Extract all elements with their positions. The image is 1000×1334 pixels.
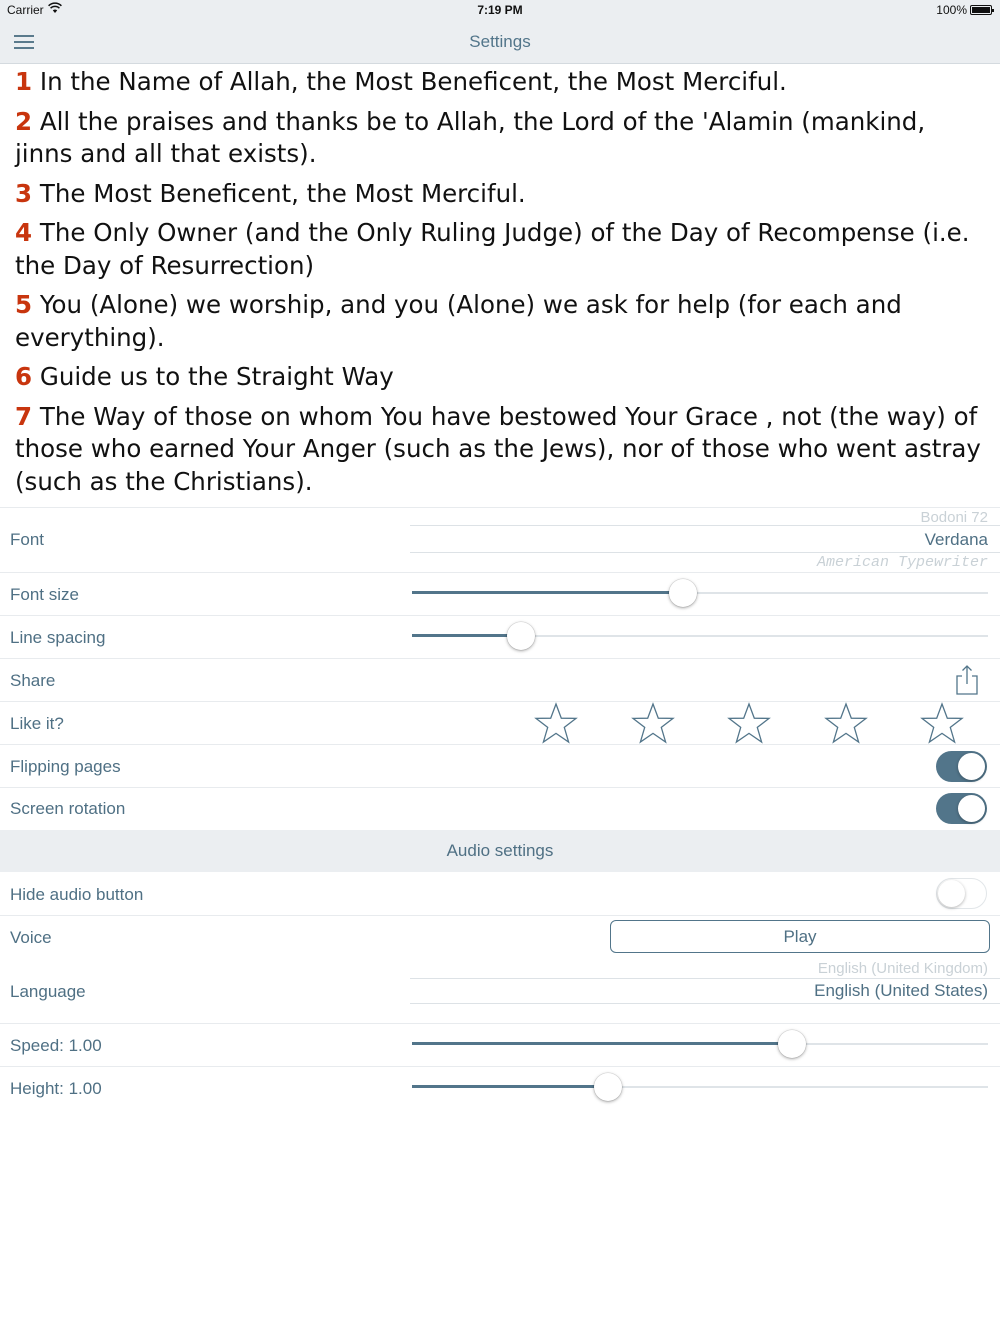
font-picker[interactable] — [410, 508, 988, 573]
screen-rotation-toggle[interactable] — [936, 793, 987, 824]
verse — [15, 217, 990, 282]
height-row — [0, 1067, 1000, 1110]
battery-icon — [970, 5, 992, 15]
verse-text: You (Alone) we worship, and you (Alone) we ask for help (for each and everything). — [15, 290, 902, 352]
audio-settings-header: Audio settings — [0, 830, 1000, 872]
verse — [15, 361, 990, 394]
font-size-row — [0, 573, 1000, 616]
share-label: Share — [10, 671, 56, 690]
slider-thumb[interactable] — [669, 579, 697, 607]
line-spacing-slider[interactable] — [412, 621, 988, 651]
font-size-slider[interactable] — [412, 578, 988, 608]
toggle-knob — [938, 880, 965, 907]
verse-text: All the praises and thanks be to Allah, the Lord of the 'Alamin (mankind, jinns and all that exists). — [15, 106, 926, 168]
verse-number: 2 — [15, 106, 33, 136]
verse — [15, 66, 990, 99]
verse-number: 1 — [15, 67, 33, 96]
slider-fill — [412, 634, 521, 637]
height-slider[interactable] — [412, 1072, 988, 1102]
line-spacing-row — [0, 616, 1000, 659]
battery-percent: 100% — [936, 3, 967, 17]
font-option[interactable]: American Typewriter — [816, 554, 988, 571]
rating-row — [0, 702, 1000, 745]
rating-label: Like it? — [10, 714, 64, 733]
font-row — [0, 507, 1000, 573]
font-option[interactable]: Bodoni 72 — [920, 509, 988, 526]
verse-text: The Way of those on whom You have bestowed Your Grace , not (the way) of those who earned Your Anger (such as the Jews), nor of those who went astray (such as the Christians). — [15, 401, 981, 496]
flipping-pages-label: Flipping pages — [10, 757, 121, 776]
flipping-pages-toggle[interactable] — [936, 751, 987, 782]
hide-audio-button-row — [0, 872, 1000, 916]
line-spacing-label: Line spacing — [10, 628, 106, 647]
language-option-selected[interactable]: English (United States) — [814, 981, 988, 1000]
page-title: Settings — [469, 32, 531, 51]
screen-rotation-row — [0, 788, 1000, 830]
language-picker[interactable] — [410, 959, 988, 1023]
share-icon[interactable] — [954, 664, 980, 696]
verse-number: 6 — [15, 362, 33, 391]
verse-text: In the Name of Allah, the Most Beneficent, the Most Merciful. — [32, 67, 787, 96]
slider-thumb[interactable] — [778, 1030, 806, 1058]
verse-preview — [15, 66, 990, 505]
slider-thumb[interactable] — [594, 1073, 622, 1101]
slider-fill — [412, 1085, 608, 1088]
flipping-pages-row — [0, 745, 1000, 788]
star-icon[interactable] — [824, 702, 868, 746]
status-bar — [0, 0, 1000, 20]
speed-slider[interactable] — [412, 1029, 988, 1059]
star-icon[interactable] — [631, 702, 675, 746]
voice-row — [0, 916, 1000, 959]
speed-row — [0, 1024, 1000, 1067]
verse-number: 3 — [15, 178, 33, 208]
toggle-knob — [958, 753, 985, 780]
verse-number: 4 — [15, 218, 33, 247]
speed-label: Speed: 1.00 — [10, 1036, 102, 1055]
verse — [15, 106, 990, 171]
verse — [15, 178, 990, 211]
share-row — [0, 659, 1000, 702]
verse-text: The Most Beneficent, the Most Merciful. — [32, 178, 526, 208]
language-option[interactable]: English (United Kingdom) — [817, 960, 988, 977]
slider-thumb[interactable] — [507, 622, 535, 650]
height-label: Height: 1.00 — [10, 1079, 102, 1098]
star-icon[interactable] — [727, 702, 771, 746]
hide-audio-button-toggle[interactable] — [936, 878, 987, 909]
slider-fill — [412, 591, 683, 594]
navigation-bar — [0, 20, 1000, 64]
carrier-label: Carrier — [7, 3, 44, 17]
toggle-knob — [958, 795, 985, 822]
font-label: Font — [10, 530, 45, 549]
star-icon[interactable] — [534, 702, 578, 746]
play-button[interactable]: Play — [610, 920, 990, 953]
verse — [15, 401, 990, 499]
voice-label: Voice — [10, 928, 52, 947]
verse-number: 7 — [15, 401, 33, 431]
hide-audio-button-label: Hide audio button — [10, 885, 144, 904]
star-icon[interactable] — [920, 702, 964, 746]
language-label: Language — [10, 982, 86, 1001]
verse-number: 5 — [15, 290, 33, 319]
slider-fill — [412, 1042, 792, 1045]
status-time: 7:19 PM — [477, 3, 523, 17]
language-row — [0, 959, 1000, 1024]
font-size-label: Font size — [10, 585, 79, 604]
font-option-selected[interactable]: Verdana — [924, 530, 988, 549]
verse-text: The Only Owner (and the Only Ruling Judge) of the Day of Recompense (i.e. the Day of Resurrection) — [15, 218, 970, 280]
verse — [15, 289, 990, 354]
verse-text: Guide us to the Straight Way — [32, 362, 394, 391]
screen-rotation-label: Screen rotation — [10, 799, 126, 818]
